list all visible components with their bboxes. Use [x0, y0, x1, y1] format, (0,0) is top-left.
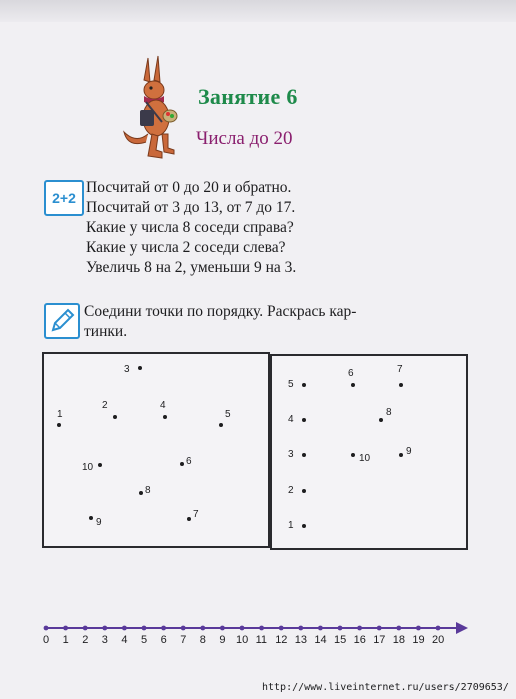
dot-label: 1 — [57, 409, 63, 420]
number-line-label: 19 — [412, 634, 425, 646]
number-line-label: 10 — [236, 634, 249, 646]
dot-label: 3 — [124, 364, 130, 375]
task2-line: тинки. — [84, 323, 128, 340]
dot-label: 8 — [386, 407, 392, 418]
number-line-label: 17 — [373, 634, 386, 646]
dot-label: 3 — [288, 449, 294, 460]
number-line-tick — [377, 626, 382, 631]
dot-label: 9 — [406, 446, 412, 457]
puzzle-dot[interactable] — [219, 423, 223, 427]
dot-label: 5 — [225, 409, 231, 420]
number-line-label: 13 — [294, 634, 308, 646]
number-line-label: 2 — [82, 634, 89, 646]
dot-label: 1 — [288, 520, 294, 531]
puzzle-dot[interactable] — [302, 418, 306, 422]
number-line-tick — [298, 626, 303, 631]
lesson-subtitle: Числа до 20 — [196, 128, 293, 149]
number-line-tick — [396, 626, 401, 631]
kangaroo-mascot-icon — [118, 52, 198, 164]
number-line-label: 8 — [199, 634, 206, 646]
dot-label: 2 — [288, 485, 294, 496]
number-line-tick — [259, 626, 264, 631]
number-line-label: 11 — [255, 634, 268, 646]
task1-line: Посчитай от 0 до 20 и обратно. — [86, 179, 292, 196]
puzzle-dot[interactable] — [138, 366, 142, 370]
number-line-tick — [181, 626, 186, 631]
dot-label: 6 — [348, 368, 354, 379]
number-line-label: 14 — [314, 634, 327, 646]
dot-label: 8 — [145, 485, 151, 496]
source-watermark: http://www.liveinternet.ru/users/2709653/ — [262, 682, 509, 693]
puzzle-dot[interactable] — [57, 423, 61, 427]
puzzle-dot[interactable] — [351, 453, 355, 457]
number-line-tick — [44, 626, 49, 631]
dot-puzzle-right — [270, 354, 468, 550]
puzzle-dot[interactable] — [379, 418, 383, 422]
dot-label: 2 — [102, 400, 108, 411]
task2-text — [84, 302, 474, 342]
task1-line: Какие у числа 8 соседи справа? — [86, 219, 294, 236]
task1-line: Посчитай от 3 до 13, от 7 до 17. — [86, 199, 296, 216]
number-line-tick — [142, 626, 147, 631]
number-line-tick — [161, 626, 166, 631]
number-line-label: 20 — [432, 634, 445, 646]
number-line-label: 9 — [219, 634, 226, 646]
puzzle-dot[interactable] — [98, 463, 102, 467]
number-line-label: 5 — [141, 634, 148, 646]
puzzle-dot[interactable] — [89, 516, 93, 520]
dot-label: 5 — [288, 379, 294, 390]
number-line-label: 15 — [334, 634, 347, 646]
number-line-tick — [102, 626, 107, 631]
dot-label: 10 — [359, 453, 371, 464]
number-line-label: 16 — [353, 634, 366, 646]
number-line-label: 18 — [392, 634, 406, 646]
puzzle-dot[interactable] — [302, 453, 306, 457]
math-task-icon — [44, 180, 84, 216]
dot-label: 4 — [288, 414, 294, 425]
dot-label: 4 — [160, 400, 166, 411]
number-line-tick — [416, 626, 421, 631]
dot-label: 10 — [82, 462, 94, 473]
number-line-label: 0 — [43, 634, 50, 646]
task1-line: Увеличь 8 на 2, уменьши 9 на 3. — [86, 259, 297, 276]
number-line-label: 7 — [180, 634, 187, 646]
puzzle-dot[interactable] — [113, 415, 117, 419]
dot-label: 7 — [193, 509, 199, 520]
number-line-tick — [338, 626, 343, 631]
task1-line: Какие у числа 2 соседи слева? — [86, 239, 286, 256]
number-line-tick — [83, 626, 88, 631]
puzzle-dot[interactable] — [351, 383, 355, 387]
math-task-icon-text: 2+2 — [52, 190, 76, 206]
puzzle-dot[interactable] — [399, 453, 403, 457]
puzzle-dot[interactable] — [302, 489, 306, 493]
number-line-label: 3 — [101, 634, 108, 646]
puzzle-dot[interactable] — [139, 491, 143, 495]
scan-edge — [0, 0, 516, 22]
puzzle-dot[interactable] — [163, 415, 167, 419]
number-line-tick — [122, 626, 127, 631]
number-line-tick — [318, 626, 323, 631]
number-line-label: 4 — [121, 634, 128, 646]
number-line-tick — [63, 626, 68, 631]
puzzle-dot[interactable] — [187, 517, 191, 521]
pencil-icon — [44, 303, 80, 339]
puzzle-dot[interactable] — [180, 462, 184, 466]
number-line-tick — [436, 626, 441, 631]
dot-puzzle-left — [42, 352, 270, 548]
number-line-tick — [220, 626, 225, 631]
puzzle-dot[interactable] — [399, 383, 403, 387]
number-line-label: 6 — [160, 634, 167, 646]
dot-label: 7 — [397, 364, 403, 375]
puzzle-dot[interactable] — [302, 383, 306, 387]
puzzle-dot[interactable] — [302, 524, 306, 528]
number-line-tick — [200, 626, 205, 631]
dot-label: 6 — [186, 456, 192, 467]
number-line-tick — [279, 626, 284, 631]
task2-line: Соедини точки по порядку. Раскрась кар- — [84, 303, 357, 320]
number-line-tick — [357, 626, 362, 631]
number-line-tick — [240, 626, 245, 631]
number-line-label: 1 — [62, 634, 69, 646]
lesson-title: Занятие 6 — [198, 84, 298, 109]
task1-text — [86, 178, 296, 278]
number-line-arrow — [456, 622, 468, 634]
dot-label: 9 — [96, 517, 102, 528]
number-line-label: 12 — [275, 634, 288, 646]
